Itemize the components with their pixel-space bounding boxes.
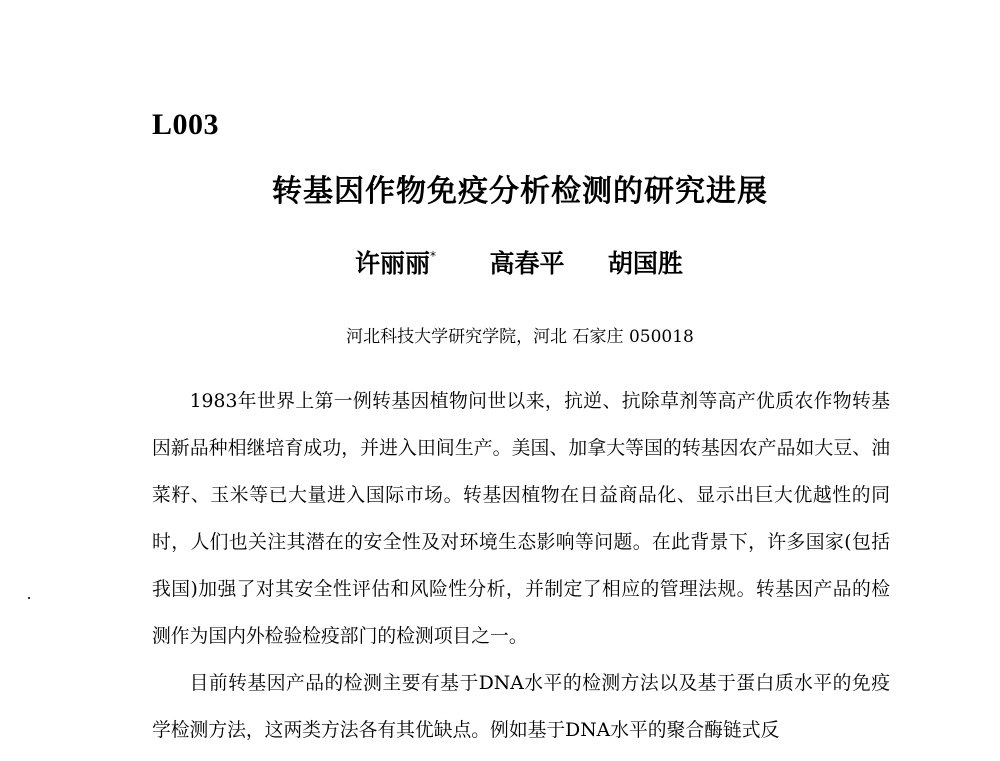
affiliation: 河北科技大学研究学院，河北 石家庄 050018	[346, 327, 694, 347]
paragraph: 目前转基因产品的检测主要有基于DNA水平的检测方法以及基于蛋白质水平的免疫学检测方法，这两类方法各有其优缺点。例如基于DNA水平的聚合酶链式反	[152, 673, 890, 741]
author-name: 许丽丽	[355, 249, 431, 278]
paper-title: 转基因作物免疫分析检测的研究进展	[272, 174, 768, 209]
author-name: 高春平	[489, 249, 565, 278]
paper-code: L003	[152, 108, 220, 141]
author-name: 胡国胜	[607, 249, 683, 278]
paragraph: 1983年世界上第一例转基因植物问世以来，抗逆、抗除草剂等高产优质农作物转基因新品种相继培育成功，并进入田间生产。美国、加拿大等国的转基因农产品如大豆、油菜籽、玉米等已大量进入国际市场。转基因植物在日益商品化、显示出巨大优越性的同时，人们也关注其潜在的安全性及对环境生态影响等问题。在此背景下，许多国家(包括我国)加强了对其安全性评估和风险性分析，并制定了相应的管理法规。转基因产品的检测作为国内外检验检疫部门的检测项目之一。	[152, 391, 890, 647]
body-text	[152, 378, 890, 754]
author-list	[355, 244, 683, 280]
author-mark: *	[430, 249, 437, 263]
scan-speck	[28, 597, 30, 599]
